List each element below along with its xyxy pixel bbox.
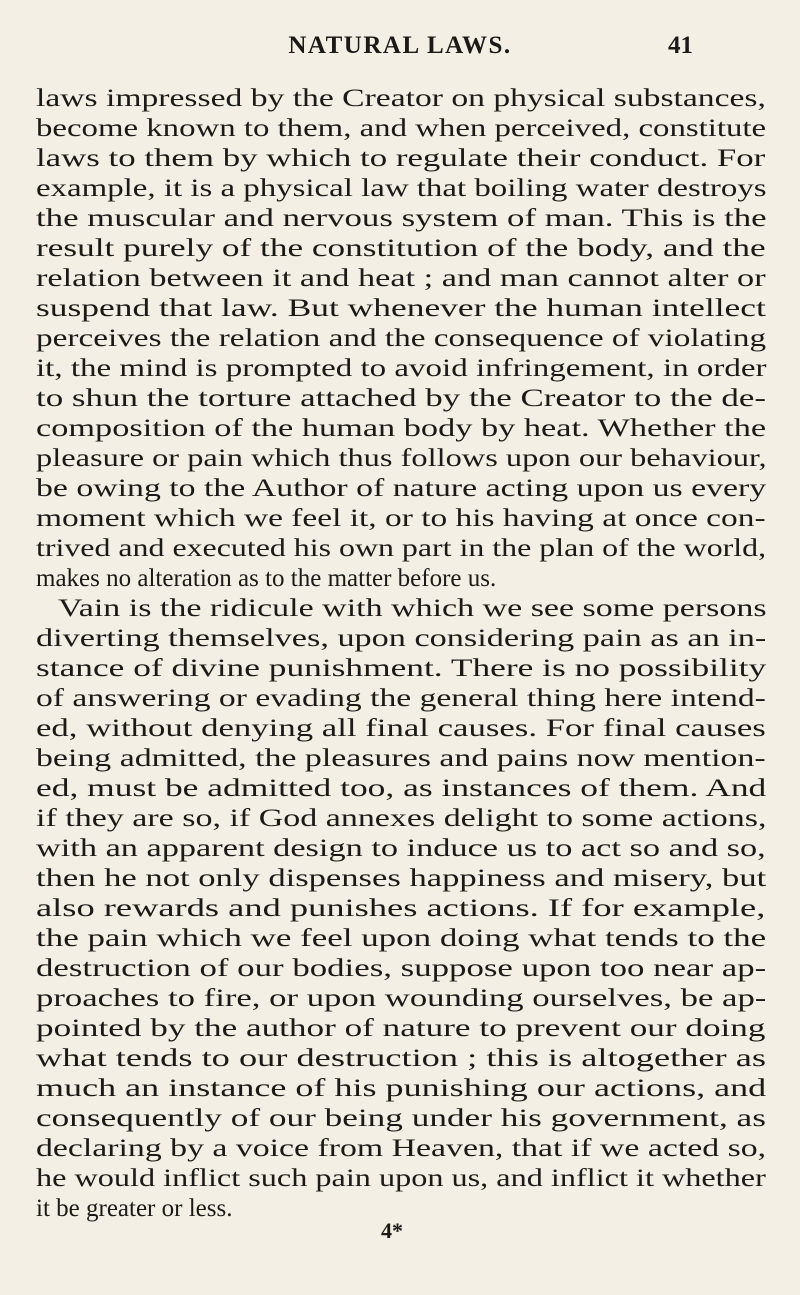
text-line: also rewards and punishes actions. If for example, xyxy=(36,895,766,922)
text-line: with an apparent design to induce us to act so and so, xyxy=(36,835,766,862)
text-line: laws impressed by the Creator on physical substances, xyxy=(36,85,766,112)
text-line: pleasure or pain which thus follows upon our behaviour, xyxy=(36,445,767,472)
text-line: perceives the relation and the consequence of violating xyxy=(36,325,767,352)
text-line: consequently of our being under his government, as xyxy=(36,1105,766,1132)
text-line: makes no alteration as to the matter before us. xyxy=(36,565,497,592)
text-line: what tends to our destruction ; this is altogether as xyxy=(36,1045,766,1072)
text-line: it, the mind is prompted to avoid infringement, in order xyxy=(36,355,767,382)
text-line: he would inflict such pain upon us, and inflict it whether xyxy=(36,1165,766,1192)
text-line: being admitted, the pleasures and pains now mention- xyxy=(36,745,766,772)
text-line: relation between it and heat ; and man cannot alter or xyxy=(36,265,766,292)
text-line: declaring by a voice from Heaven, that if we acted so, xyxy=(36,1135,767,1162)
text-line: stance of divine punishment. There is no possibility xyxy=(36,655,767,682)
text-line: of answering or evading the general thing here intend- xyxy=(36,685,766,712)
text-line: proaches to fire, or upon wounding ourselves, be ap- xyxy=(36,985,767,1012)
text-line: it be greater or less. xyxy=(36,1195,233,1222)
text-line: if they are so, if God annexes delight to some actions, xyxy=(36,805,767,832)
text-line: laws to them by which to regulate their conduct. For xyxy=(36,145,766,172)
text-line: example, it is a physical law that boiling water destroys xyxy=(36,175,767,202)
text-line: suspend that law. But whenever the human intellect xyxy=(36,295,766,322)
text-line: Vain is the ridicule with which we see some persons xyxy=(58,595,767,622)
text-line: to shun the torture attached by the Creator to the de- xyxy=(36,385,767,412)
text-line: composition of the human body by heat. Whether the xyxy=(36,415,767,442)
text-line: the muscular and nervous system of man. This is the xyxy=(36,205,767,232)
text-line: ed, without denying all final causes. For final causes xyxy=(36,715,766,742)
running-title: NATURAL LAWS. xyxy=(288,32,512,59)
text-line: moment which we feel it, or to his having at once con- xyxy=(36,505,766,532)
text-line: pointed by the author of nature to prevent our doing xyxy=(36,1015,766,1042)
text-line: diverting themselves, upon considering pain as an in- xyxy=(36,625,767,652)
text-line: be owing to the Author of nature acting upon us every xyxy=(36,475,767,502)
text-line: result purely of the constitution of the body, and the xyxy=(36,235,766,262)
text-line: then he not only dispenses happiness and misery, but xyxy=(36,865,767,892)
text-line: trived and executed his own part in the plan of the world, xyxy=(36,535,767,562)
page-number: 41 xyxy=(668,32,693,59)
text-line: much an instance of his punishing our actions, and xyxy=(36,1075,767,1102)
text-line: ed, must be admitted too, as instances of them. And xyxy=(36,775,767,802)
signature-mark: 4* xyxy=(381,1218,403,1243)
text-line: become known to them, and when perceived, constitute xyxy=(36,115,767,142)
text-line: the pain which we feel upon doing what tends to the xyxy=(36,925,767,952)
text-line: destruction of our bodies, suppose upon too near ap- xyxy=(36,955,767,982)
